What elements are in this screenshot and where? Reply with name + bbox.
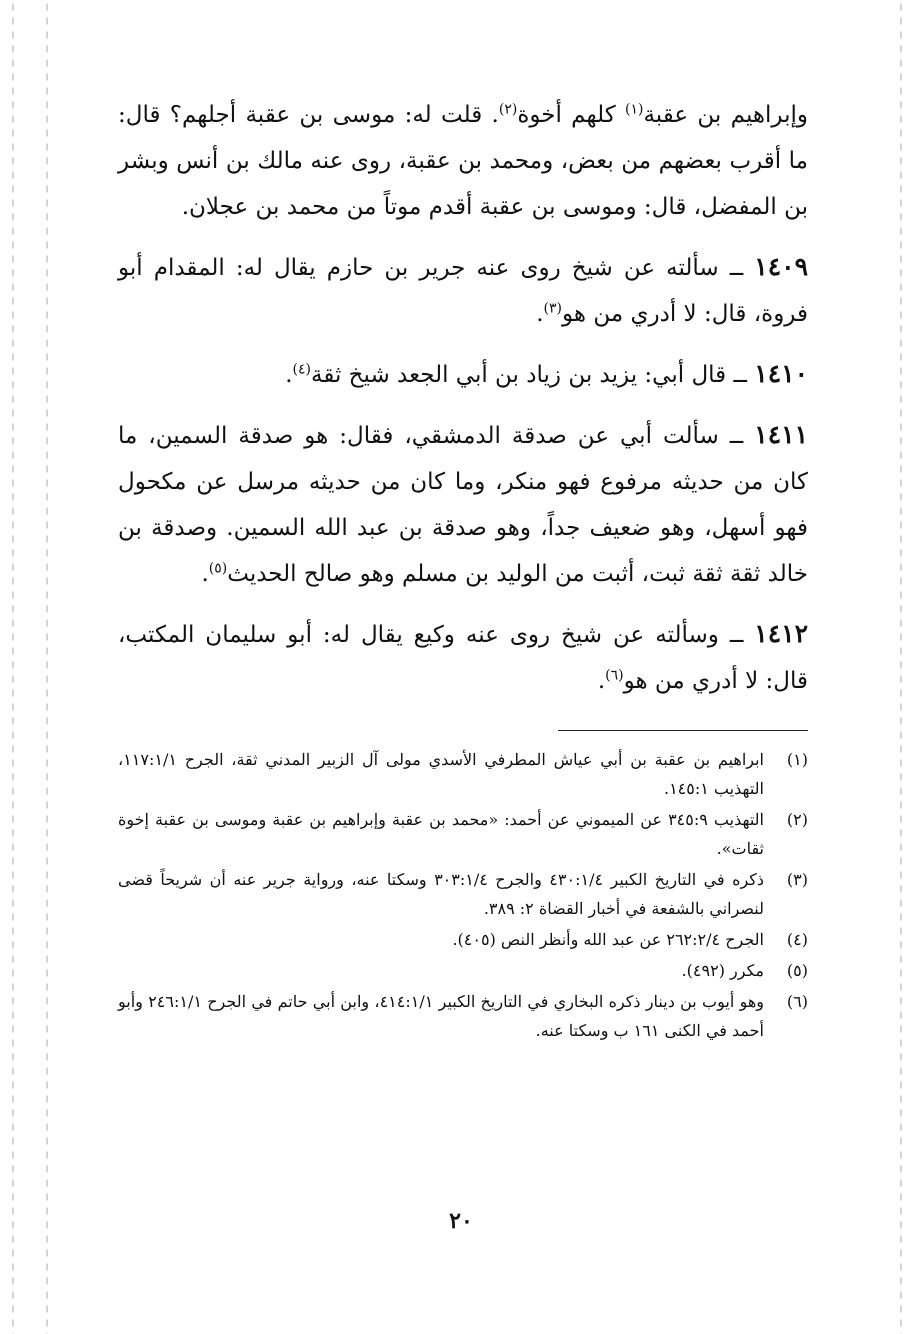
footnote (118, 987, 808, 1045)
footnote (118, 745, 808, 803)
entry-number: ١٤١٢ (754, 619, 808, 648)
paragraph (118, 412, 808, 597)
footnote-text: مكرر (٤٩٢). (681, 961, 764, 980)
paragraph-text: . (201, 561, 209, 587)
footnote-number: (٥) (786, 961, 808, 980)
paragraph (118, 351, 808, 398)
footnote-ref: (٦) (605, 667, 624, 684)
paragraph (118, 611, 808, 704)
footnote-ref: (٣) (543, 300, 563, 317)
paragraph-text: ــ وسألته عن شيخ روى عنه وكيع يقال له: أبو سليمان المكتب، قال: لا أدري من هو (118, 622, 808, 694)
footnote-text: الجرح ٢٦٢:٢/٤ عن عبد الله وأنظر النص (٤٠٥). (452, 930, 764, 949)
footnote (118, 925, 808, 954)
footnote-text: ذكره في التاريخ الكبير ٤٣٠:١/٤ والجرح ٣٠٣:١/٤ وسكتا عنه، ورواية جرير عنه أن شريحاً قضى لنصراني بالشفعة في أخبار القضاة ٢: ٣٨٩. (118, 870, 765, 918)
paragraph-text: ــ سألت أبي عن صدقة الدمشقي، فقال: هو صدقة السمين، ما كان من حديثه مرفوع فهو منكر، وما كان من حديثه مرسل عن مكحول فهو أسهل، وهو ضعيف جداً، وهو صدقة بن عبد الله السمين. وصدقة بن خالد ثقة ثقة ثبت، أثبت من الوليد بن مسلم وهو صالح الحديث (118, 423, 808, 587)
footnote (118, 805, 808, 863)
footnote (118, 865, 808, 923)
entry-number: ١٤١٠ (754, 359, 808, 388)
footnote-number: (٤) (786, 930, 808, 949)
paragraph-text: كلهم أخوة (517, 102, 625, 128)
entry-number: ١٤١١ (754, 420, 808, 449)
footnotes (118, 745, 808, 1045)
footnote-number: (٣) (786, 870, 808, 889)
footnote-number: (٢) (786, 810, 808, 829)
footnote-separator (558, 730, 808, 731)
footnote-text: ابراهيم بن عقبة بن أبي عياش المطرفي الأسدي مولى آل الزبير المدني ثقة، الجرح ١١٧:١/١، التهذيب ١٤٥:١. (118, 750, 764, 798)
footnote (118, 956, 808, 985)
paragraph-text: ــ سألته عن شيخ روى عنه جرير بن حازم يقال له: المقدام أبو فروة، قال: لا أدري من هو (118, 255, 808, 327)
paragraph-text: . قلت له: موسى بن عقبة أجلهم؟ قال: ما أقرب بعضهم من بعض، ومحمد بن عقبة، روى عنه مالك بن أنس وبشر بن المفضل، قال: وموسى بن عقبة أقدم موتاً من محمد بن عجلان. (118, 102, 808, 220)
paragraph-text: . (285, 362, 293, 388)
footnote-ref: (١) (624, 101, 644, 118)
paragraph-text: ــ قال أبي: يزيد بن زياد بن أبي الجعد شيخ ثقة (311, 362, 755, 388)
footnote-text: التهذيب ٣٤٥:٩ عن الميموني عن أحمد: «محمد بن عقبة وإبراهيم بن عقبة وموسى بن عقبة إخوة ثقات». (118, 810, 765, 858)
right-edge-dots (900, 0, 902, 1334)
paragraph-text: . (597, 668, 606, 694)
page-number: ٢٠ (449, 1208, 473, 1234)
paragraph (118, 92, 808, 230)
footnote-ref: (٢) (498, 101, 518, 118)
footnote-text: وهو أيوب بن دينار ذكره البخاري في التاريخ الكبير ٤١٤:١/١، وابن أبي حاتم في الجرح ٢٤٦:١/١ وأبو أحمد في الكنى ١٦١ ب وسكتا عنه. (118, 992, 764, 1040)
footnote-number: (١) (786, 750, 808, 769)
left-edge-dots-2 (46, 0, 48, 1334)
left-edge-dots (12, 0, 14, 1334)
footnote-ref: (٥) (208, 560, 228, 577)
paragraph-text: وإبراهيم بن عقبة (643, 102, 808, 128)
footnote-number: (٦) (786, 992, 808, 1011)
book-page (118, 92, 808, 1047)
main-text (118, 92, 808, 704)
paragraph (118, 244, 808, 337)
entry-number: ١٤٠٩ (754, 252, 808, 281)
paragraph-text: . (536, 301, 544, 327)
footnote-separator-wrap (118, 704, 808, 743)
footnote-ref: (٤) (292, 361, 311, 378)
